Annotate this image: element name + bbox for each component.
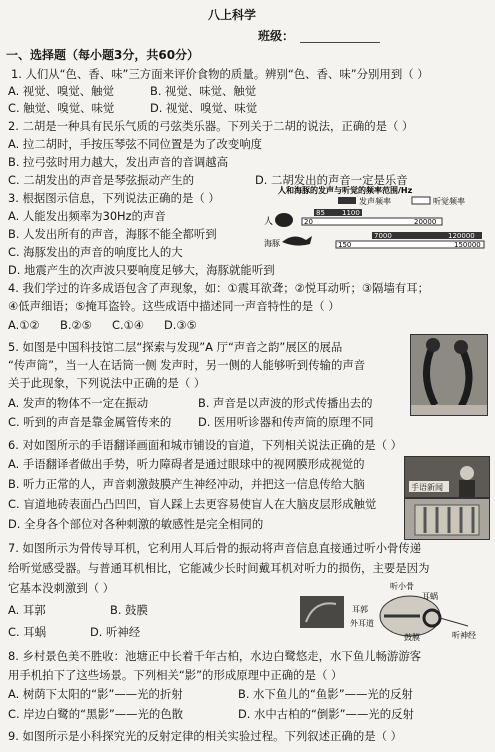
q2-option-a[interactable]: A. 拉二胡时，手按压琴弦不同位置是为了改变响度 bbox=[8, 137, 263, 151]
q1-option-a[interactable]: A. 视觉、嗅觉、触觉 bbox=[8, 84, 114, 98]
dolphin-hear-high: 150000 bbox=[454, 241, 481, 249]
q8-option-b[interactable]: B. 水下鱼儿的“鱼影”——光的反射 bbox=[238, 687, 413, 701]
q7-option-a[interactable]: A. 耳郭 bbox=[8, 603, 46, 617]
q8-option-a[interactable]: A. 树荫下太阳的“影”——光的折射 bbox=[8, 687, 183, 701]
q6-option-d[interactable]: D. 全身各个部位对各种刺激的敏感性是完全相同的 bbox=[8, 517, 264, 531]
q3-option-b[interactable]: B. 人发出所有的声音，海豚不能全都听到 bbox=[8, 227, 217, 241]
legend-hear-swatch bbox=[412, 197, 430, 204]
legend-emit-label: 发声频率 bbox=[359, 197, 391, 206]
class-label: 班级： bbox=[258, 29, 295, 43]
q4-option-c[interactable]: C.①④ bbox=[112, 318, 144, 332]
q1-option-b[interactable]: B. 视觉、味觉、触觉 bbox=[150, 84, 257, 98]
q6-option-a[interactable]: A. 手语翻译者做出手势，听力障碍者是通过眼球中的视网膜形成视觉的 bbox=[8, 457, 365, 471]
dolphin-label: 海豚 bbox=[264, 239, 280, 248]
human-emit-high: 1100 bbox=[342, 209, 360, 217]
q4-option-b[interactable]: B.②⑤ bbox=[60, 318, 92, 332]
q7-option-d[interactable]: D. 听神经 bbox=[90, 625, 141, 639]
question-8-text-2: 用手机拍下了这些场景。下列相关“影”的形成原理中正确的是（ ） bbox=[8, 668, 343, 682]
figure-title: 人和海豚的发声与听觉的频率范围/Hz bbox=[278, 186, 413, 195]
human-label: 人 bbox=[264, 217, 274, 227]
legend-hear-label: 听觉频率 bbox=[433, 197, 465, 206]
dolphin-icon bbox=[282, 236, 312, 246]
human-head-icon bbox=[275, 213, 293, 227]
sign-language-caption: 手语新闻 bbox=[411, 483, 443, 492]
question-1-text: 1. 人们从“色、香、味”三方面来评价食物的质量。辨别“色、香、味”分别用到（ ） bbox=[11, 67, 429, 81]
q4-option-d[interactable]: D.③⑤ bbox=[164, 318, 197, 332]
q3-option-a[interactable]: A. 人能发出频率为30Hz的声音 bbox=[8, 209, 166, 223]
label-ear-canal: 外耳道 bbox=[350, 619, 374, 628]
q7-option-c[interactable]: C. 耳蜗 bbox=[8, 625, 46, 639]
human-hear-high: 20000 bbox=[414, 218, 437, 226]
human-emit-low: 85 bbox=[316, 209, 325, 217]
label-auricle: 耳郭 bbox=[352, 605, 368, 614]
tactile-paving-photo bbox=[404, 498, 490, 540]
question-3-text: 3. 根据图示信息，下列说法正确的是（ ） bbox=[8, 191, 220, 205]
speaking-tube-photo bbox=[410, 334, 488, 416]
question-6-text: 6. 对如图所示的手语翻译画面和城市铺设的盲道，下列相关说法正确的是（ ） bbox=[8, 438, 403, 452]
q8-option-c[interactable]: C. 岸边白鹭的“黑影”——光的色散 bbox=[8, 707, 184, 721]
q1-option-c[interactable]: C. 触觉、嗅觉、味觉 bbox=[8, 101, 115, 115]
legend-emit-swatch bbox=[338, 197, 356, 204]
q5-option-b[interactable]: B. 声音是以声波的形式传播出去的 bbox=[198, 396, 373, 410]
q3-option-c[interactable]: C. 海豚发出的声音的响度比人的大 bbox=[8, 245, 183, 259]
dolphin-hear-low: 150 bbox=[338, 241, 352, 249]
question-5-text-3: 关于此现象，下列说法中正确的是（ ） bbox=[8, 376, 206, 390]
question-7-text-2: 给听觉感受器。与普通耳机相比，它能减少长时间戴耳机对听力的损伤，主要是因为 bbox=[8, 561, 430, 575]
dolphin-emit-low: 7000 bbox=[374, 232, 392, 240]
q5-option-c[interactable]: C. 听到的声音是靠金属管传来的 bbox=[8, 415, 172, 429]
q2-option-d[interactable]: D. 二胡发出的声音一定是乐音 bbox=[255, 173, 408, 187]
q2-option-c[interactable]: C. 二胡发出的声音是琴弦振动产生的 bbox=[8, 173, 195, 187]
section-heading: 一、选择题（每小题3分，共60分） bbox=[6, 48, 200, 62]
question-2-text: 2. 二胡是一种具有民乐气质的弓弦类乐器。下列关于二胡的说法，正确的是（ ） bbox=[8, 119, 414, 133]
question-5-text-1: 5. 如图是中国科技馆二层“探索与发现”A 厅“声音之韵”展区的展品 bbox=[8, 340, 343, 354]
question-7-text-1: 7. 如图所示为骨传导耳机，它利用人耳后骨的振动将声音信息直接通过听小骨传递 bbox=[8, 541, 422, 555]
dolphin-emit-high: 120000 bbox=[448, 232, 475, 240]
q5-option-d[interactable]: D. 医用听诊器和传声筒的原理不同 bbox=[198, 415, 374, 429]
q7-option-b[interactable]: B. 鼓膜 bbox=[110, 603, 148, 617]
label-auditory-nerve: 听神经 bbox=[452, 631, 476, 640]
q6-option-b[interactable]: B. 听力正常的人，声音刺激鼓膜产生神经冲动，并把这一信息传给大脑 bbox=[8, 477, 365, 491]
q3-option-d[interactable]: D. 地震产生的次声波只要响度足够大，海豚就能听到 bbox=[8, 263, 275, 277]
q4-option-a[interactable]: A.①② bbox=[8, 318, 40, 332]
q8-option-d[interactable]: D. 水中古柏的“倒影”——光的反射 bbox=[238, 707, 414, 721]
ear-anatomy-figure bbox=[292, 582, 488, 642]
question-5-text-2: “传声筒”，当一人在话筒一侧 发声时，另一侧的人能够听到传输的声音 bbox=[8, 358, 366, 372]
q6-option-c[interactable]: C. 盲道地砖表面凸凸凹凹，盲人踩上去更容易使盲人在大脑皮层形成触觉 bbox=[8, 497, 377, 511]
q5-option-a[interactable]: A. 发声的物体不一定在振动 bbox=[8, 396, 149, 410]
q1-option-d[interactable]: D. 视觉、嗅觉、味觉 bbox=[150, 101, 258, 115]
question-4-text-1: 4. 我们学过的许多成语包含了声现象，如：①震耳欲聋；②悦耳动听；③隔墙有耳； bbox=[8, 281, 430, 295]
sign-language-news-photo bbox=[404, 456, 490, 498]
class-blank bbox=[300, 42, 380, 43]
question-7-text-3: 它基本没刺激到（ ） bbox=[8, 581, 115, 595]
label-eardrum: 鼓膜 bbox=[404, 633, 420, 642]
question-8-text-1: 8. 乡村景色美不胜收：池塘正中长着千年古柏，水边白鹭悠走，水下鱼儿畅游游客 bbox=[8, 649, 422, 663]
human-hear-low: 20 bbox=[304, 218, 313, 226]
frequency-range-figure bbox=[262, 184, 488, 258]
page-title: 八上科学 bbox=[208, 8, 257, 22]
bone-conduction-headphone-photo bbox=[300, 596, 344, 628]
label-ossicles: 听小骨 bbox=[390, 582, 414, 591]
question-9-text: 9. 如图所示是小科探究光的反射定律的相关实验过程。下列叙述正确的是（ ） bbox=[8, 729, 403, 743]
q2-option-b[interactable]: B. 拉弓弦时用力越大，发出声音的音调越高 bbox=[8, 155, 229, 169]
label-cochlea: 耳蜗 bbox=[422, 592, 438, 601]
question-4-text-2: ④低声细语；⑤掩耳盗铃。这些成语中描述同一声音特性的是（ ） bbox=[8, 299, 340, 313]
